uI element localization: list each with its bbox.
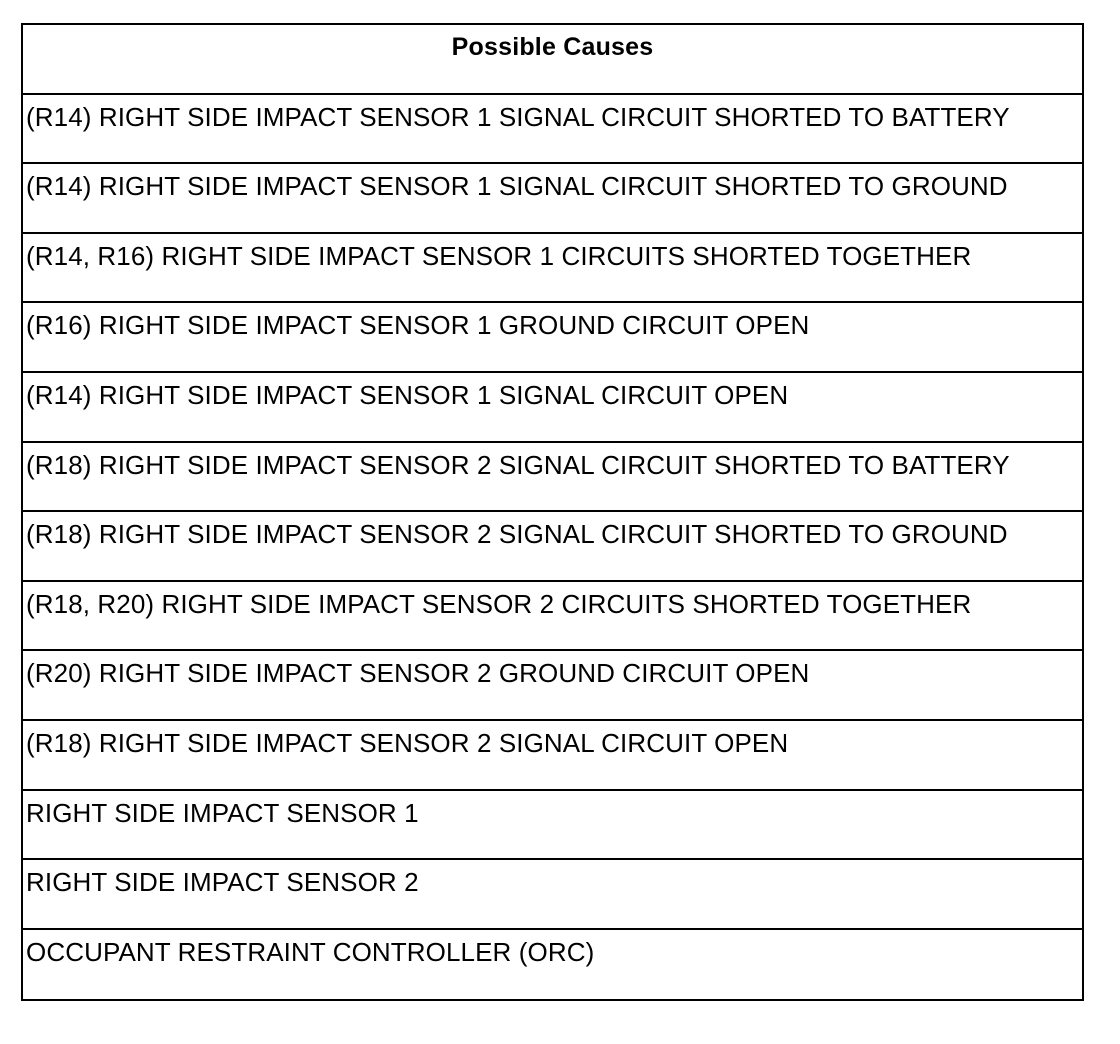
table-row bbox=[23, 95, 1082, 165]
cause-text: (R18) RIGHT SIDE IMPACT SENSOR 2 SIGNAL CIRCUIT SHORTED TO GROUND bbox=[26, 519, 1008, 550]
cause-text: OCCUPANT RESTRAINT CONTROLLER (ORC) bbox=[26, 936, 595, 967]
cause-text: (R20) RIGHT SIDE IMPACT SENSOR 2 GROUND CIRCUIT OPEN bbox=[26, 658, 810, 689]
cause-text: RIGHT SIDE IMPACT SENSOR 2 bbox=[26, 867, 419, 898]
table-row bbox=[23, 164, 1082, 234]
cause-text: (R14) RIGHT SIDE IMPACT SENSOR 1 SIGNAL CIRCUIT SHORTED TO BATTERY bbox=[26, 101, 1010, 132]
cause-text: (R16) RIGHT SIDE IMPACT SENSOR 1 GROUND CIRCUIT OPEN bbox=[26, 310, 810, 341]
cause-text: (R14, R16) RIGHT SIDE IMPACT SENSOR 1 CIRCUITS SHORTED TOGETHER bbox=[26, 240, 972, 271]
cause-text: (R18) RIGHT SIDE IMPACT SENSOR 2 SIGNAL CIRCUIT SHORTED TO BATTERY bbox=[26, 449, 1010, 480]
table-row bbox=[23, 512, 1082, 582]
cause-text: (R14) RIGHT SIDE IMPACT SENSOR 1 SIGNAL CIRCUIT OPEN bbox=[26, 379, 789, 410]
table-row bbox=[23, 721, 1082, 791]
table-row bbox=[23, 860, 1082, 930]
cause-text: (R18) RIGHT SIDE IMPACT SENSOR 2 SIGNAL CIRCUIT OPEN bbox=[26, 727, 789, 758]
table-header-row bbox=[23, 25, 1082, 95]
table-row bbox=[23, 373, 1082, 443]
table-row bbox=[23, 303, 1082, 373]
cause-text: (R18, R20) RIGHT SIDE IMPACT SENSOR 2 CIRCUITS SHORTED TOGETHER bbox=[26, 588, 972, 619]
cause-text: RIGHT SIDE IMPACT SENSOR 1 bbox=[26, 797, 419, 828]
table-row bbox=[23, 930, 1082, 1000]
table-row bbox=[23, 582, 1082, 652]
table-row bbox=[23, 234, 1082, 304]
table-row bbox=[23, 791, 1082, 861]
possible-causes-table bbox=[21, 23, 1084, 1001]
table-header: Possible Causes bbox=[451, 33, 654, 61]
table-row bbox=[23, 651, 1082, 721]
cause-text: (R14) RIGHT SIDE IMPACT SENSOR 1 SIGNAL CIRCUIT SHORTED TO GROUND bbox=[26, 171, 1008, 202]
table-row bbox=[23, 443, 1082, 513]
